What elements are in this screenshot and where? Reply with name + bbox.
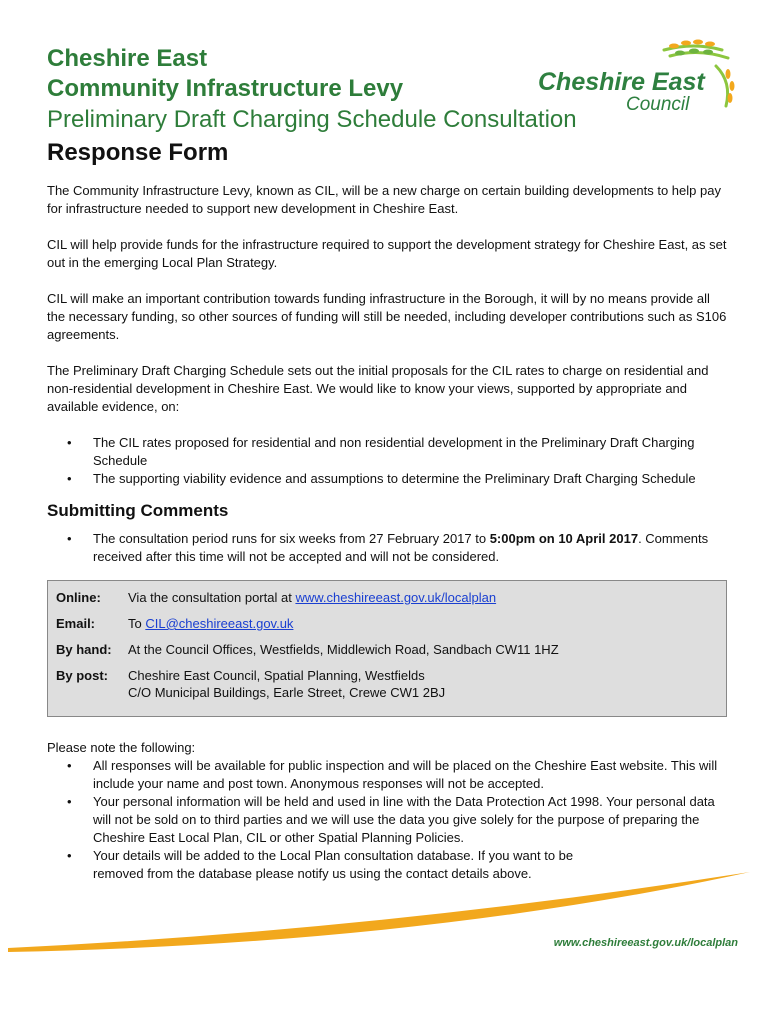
post-value [128, 667, 445, 701]
contact-row-hand [56, 641, 718, 658]
list-item: • The CIL rates proposed for residential and non residential development in the Preliminary Draft Charging Schedule [47, 434, 727, 470]
post-address-line-1: Cheshire East Council, Spatial Planning, Westfields [128, 668, 425, 683]
intro-paragraph-2: CIL will help provide funds for the infrastructure required to support the development strategy for Cheshire East, as set out in the emerging Local Plan Strategy. [47, 237, 727, 270]
title-line-2: Community Infrastructure Levy [47, 75, 404, 102]
document-body [47, 182, 727, 883]
contact-row-post [56, 667, 718, 701]
deadline-text-pre: The consultation period runs for six weeks from 27 February 2017 to [93, 531, 490, 546]
contact-box [47, 580, 727, 717]
list-item: • All responses will be available for public inspection and will be placed on the Cheshire East website. This will include your name and post town. Anonymous responses will not be accepted. [47, 757, 727, 793]
footer-url: www.cheshireeast.gov.uk/localplan [553, 937, 738, 949]
deadline-text-post: . Comments received after this time will not be accepted and will not be considered. [93, 531, 709, 564]
intro-paragraph-4: The Preliminary Draft Charging Schedule sets out the initial proposals for the CIL rates to charge on residential and non-residential development in Cheshire East. We would like to know your views, supported by appropriate and available evidence, on: [47, 363, 709, 414]
views-bullet-list [47, 434, 727, 488]
post-address-line-2: C/O Municipal Buildings, Earle Street, Crewe CW1 2BJ [128, 685, 446, 700]
submitting-heading: Submitting Comments [47, 501, 229, 520]
online-value [128, 589, 496, 606]
logo-sub: Council [626, 94, 690, 115]
intro-paragraph-1: The Community Infrastructure Levy, known as CIL, will be a new charge on certain building developments to help pay for infrastructure needed to support new development in Cheshire East. [47, 183, 721, 216]
council-logo [538, 36, 738, 120]
notes-bullet-3-text: Your details will be added to the Local Plan consultation database. If you want to be removed from the database please notify us using the contact details above. [93, 848, 574, 881]
email-label: Email: [56, 616, 96, 631]
email-text: To [128, 616, 146, 631]
post-label: By post: [56, 668, 108, 683]
online-label: Online: [56, 590, 101, 605]
hand-value: At the Council Offices, Westfields, Middlewich Road, Sandbach CW11 1HZ [128, 642, 559, 657]
notes-intro: Please note the following: [47, 740, 196, 755]
contact-row-online [56, 589, 718, 606]
list-item: • Your personal information will be held and used in line with the Data Protection Act 1998. Your personal data will not be sold on to third parties and we will use the data you give solely for the purpose of preparing the Cheshire East Local Plan, CIL or other Spatial Planning Policies. [47, 793, 727, 847]
title-line-3: Preliminary Draft Charging Schedule Consultation [47, 106, 577, 133]
intro-paragraph-3: CIL will make an important contribution towards funding infrastructure in the Borough, it will by no means provide all the necessary funding, so other sources of funding will still be needed, including developer contributions such as S106 agreements. [47, 291, 727, 342]
email-link[interactable]: CIL@cheshireeast.gov.uk [145, 616, 294, 631]
email-value [128, 615, 293, 632]
consultation-portal-link[interactable]: www.cheshireeast.gov.uk/localplan [295, 590, 497, 605]
logo-name: Cheshire East [538, 68, 705, 96]
contact-row-email [56, 615, 718, 632]
deadline-date: 5:00pm on 10 April 2017 [489, 531, 639, 546]
hand-label: By hand: [56, 642, 112, 657]
submitting-bullet-list [47, 530, 727, 566]
list-item [47, 530, 727, 566]
title-line-4: Response Form [47, 139, 229, 166]
list-item: • The supporting viability evidence and assumptions to determine the Preliminary Draft Charging Schedule [47, 470, 727, 488]
title-line-1: Cheshire East [47, 45, 208, 72]
online-text: Via the consultation portal at [128, 590, 296, 605]
